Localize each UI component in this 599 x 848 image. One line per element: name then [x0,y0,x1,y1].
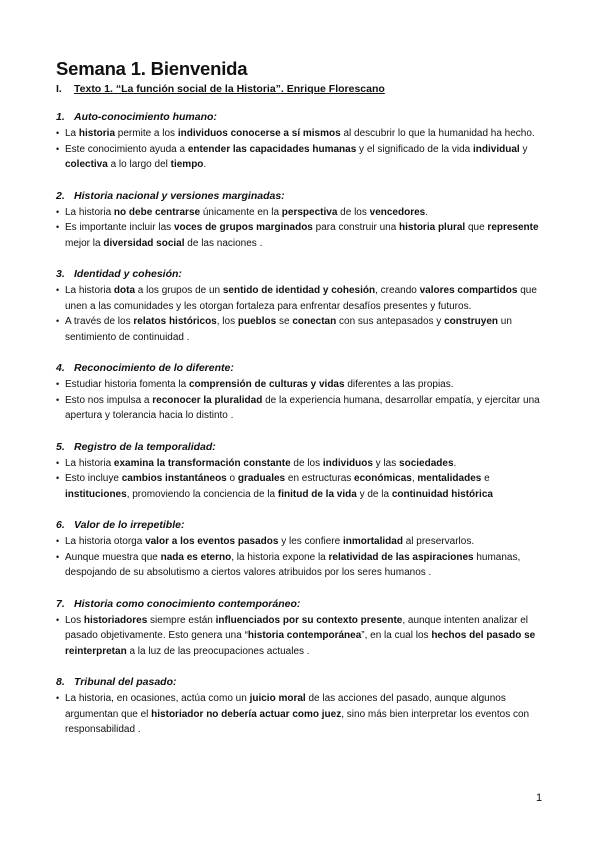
bullet-list [56,205,546,252]
bullet-item [56,393,546,424]
bold-text: voces de grupos marginados [173,222,313,233]
bullet-list [56,534,546,581]
bold-text: entender las capacidades humanas [187,143,357,155]
text-run: y les confiere [278,536,343,547]
bold-text: individuos conocerse a sí mismos [177,128,341,139]
bold-text: relatos históricos [133,316,217,327]
text-run: , aunque intenten analizar el pasado objetivamente. Esto genera una “ [65,614,528,641]
bold-text: examina la transformación constante [113,457,291,469]
text-run: mejor la [65,237,104,249]
text-run: e [481,473,490,484]
bold-text: valores compartidos [419,285,518,296]
bullet-list [56,377,546,424]
bold-text: historia contemporánea [247,630,362,641]
section-number: 8. [56,676,65,688]
text-run: . [453,457,457,469]
section [56,597,546,660]
section [56,189,546,252]
text-run: . [203,159,207,170]
bold-text: colectiva [65,159,108,170]
section-heading [56,597,546,611]
bold-text: pueblos [237,316,277,327]
bullet-item [56,471,546,502]
text-run: para construir una [312,222,400,233]
text-run: La historia, en ocasiones, actúa como un [65,693,250,704]
bold-text: individuos [322,457,373,469]
bold-text: historia [78,128,116,139]
bold-text: historiador [151,708,204,720]
bold-text: hechos del pasado se reinterpretan [65,630,536,657]
section-heading [56,267,546,281]
text-run: siempre están [147,614,216,626]
text-run: y las [372,457,400,469]
text-run: de las acciones del pasado, aunque algunos argumentan que el [65,693,506,720]
bold-text: individual [473,143,520,155]
bullet-item [56,550,546,581]
section-heading-text: Historia como conocimiento contemporáneo: [74,597,301,610]
text-run: humanas, despojando de su absolutismo a ciertos valores atribuidos por los seres humanos . [65,551,521,578]
section-number: 5. [56,440,65,453]
bullet-item [56,205,546,221]
bold-text: mentalidades [417,473,482,484]
text-run: A través de los [65,316,134,327]
subtitle-text: Texto 1. “La función social de la Historia”. Enrique Florescano [74,83,385,95]
bullet-item [56,613,546,660]
bold-text: sociedades [399,457,454,469]
text-run: Aunque muestra que [65,551,161,563]
section [56,361,546,424]
section [56,110,546,173]
bold-text: historiadores [83,614,148,626]
section [56,518,546,581]
bold-text: tiempo [170,159,204,170]
section-heading [56,361,546,375]
section-number: 7. [56,597,65,610]
text-run: se [276,316,293,327]
text-run: Esto nos impulsa a [65,394,153,406]
bold-text: no debería actuar como juez [206,708,342,720]
text-run: a la luz de las preocupaciones actuales . [126,645,310,657]
section-heading [56,518,546,532]
text-run: , creando [375,285,420,296]
section-heading-text: Registro de la temporalidad: [74,440,216,453]
bullet-list [56,456,546,503]
bold-text: comprensión de culturas y vidas [188,379,345,390]
section-number: 3. [56,268,65,280]
text-run: al descubrir lo que la humanidad ha hecho. [340,128,535,139]
bullet-item [56,534,546,550]
bullet-item [56,142,546,173]
bullet-list [56,613,546,660]
bullet-item [56,126,546,142]
bold-text: vencedores [369,206,426,218]
bullet-list [56,283,546,345]
section-heading-text: Valor de lo irrepetible: [74,519,185,531]
subtitle-numeral: I. [56,83,62,95]
bold-text: reconocer la pluralidad [152,394,263,406]
section-heading [56,675,546,689]
bold-text: relatividad de las aspiraciones [328,551,474,563]
section-number: 4. [56,362,65,374]
text-run: a los grupos de un [135,285,223,296]
text-run: de la experiencia humana, desarrollar empatía, y ejercitar una apertura y tolerancia hacia lo distinto . [65,394,540,421]
text-run: La [65,128,79,139]
document-subtitle [56,82,546,96]
text-run: de los [337,206,370,218]
bold-text: dota [113,285,136,296]
bold-text: valor a los eventos pasados [145,536,279,547]
bold-text: historia plural [399,222,466,233]
text-run: que unen a las comunidades y les otorgan fortaleza para enfrentar desafíos presentes y futuros. [65,285,537,312]
text-run: La historia [65,285,114,296]
section-heading [56,440,546,454]
bold-text: económicas [354,473,412,484]
text-run: de los [290,457,323,469]
section [56,675,546,738]
text-run: Es importante incluir las [65,222,174,233]
text-run: , [411,473,418,484]
section-number: 2. [56,189,65,202]
text-run: permite a los [115,128,178,139]
bold-text: juicio moral [249,693,306,704]
text-run: , los [216,316,238,327]
bullet-item [56,377,546,393]
bold-text: influenciados por su contexto presente [215,614,403,626]
bold-text: diversidad social [103,237,185,249]
bullet-item [56,691,546,738]
text-run: La historia otorga [65,536,146,547]
bullet-item [56,220,546,251]
section-number: 6. [56,519,65,531]
section-heading-text: Tribunal del pasado: [74,676,177,688]
text-run: Los [65,614,84,626]
bold-text: graduales [237,473,286,484]
bold-text: finitud de la vida [277,488,357,500]
text-run: y [519,143,528,155]
document-page [56,58,546,738]
text-run: o [226,473,238,484]
bold-text: construyen [444,316,498,327]
bullet-item [56,456,546,472]
section-heading-text: Auto-conocimiento humano: [74,111,217,123]
bullet-list [56,126,546,173]
text-run: ”, en la cual los [361,630,432,641]
bold-text: sentido de identidad y cohesión [222,285,376,296]
sections-container [56,110,546,738]
text-run: Estudiar historia fomenta la [65,379,189,390]
text-run: un sentimiento de continuidad . [65,316,512,343]
page-number: 1 [536,792,543,804]
page-title: Semana 1. Bienvenida [56,58,248,79]
text-run: . [425,206,429,218]
bold-text: instituciones [65,488,127,500]
section-heading-text: Identidad y cohesión: [74,268,182,280]
section-heading [56,110,546,124]
bold-text: continuidad histórica [391,488,493,500]
text-run: al preservarlos. [402,536,475,547]
section [56,267,546,345]
bold-text: conectan [292,316,337,327]
text-run: Este conocimiento ayuda a [65,143,188,155]
bold-text: nada es eterno [160,551,232,563]
bold-text: represente [487,222,539,233]
section-number: 1. [56,111,65,123]
text-run: únicamente en la [200,206,282,218]
text-run: , sino más bien interpretar los eventos con responsabilidad . [65,708,530,735]
bullet-item [56,314,546,345]
text-run: que [465,222,488,233]
section [56,440,546,503]
text-run: , la historia expone la [231,551,329,563]
text-run: Esto incluye [65,473,122,484]
bold-text: cambios instantáneos [121,473,227,484]
bold-text: perspectiva [281,206,338,218]
bold-text: inmortalidad [342,536,403,547]
bullet-item [56,283,546,314]
text-run: La historia [65,206,114,218]
text-run: y el significado de la vida [356,143,473,155]
section-heading [56,189,546,203]
text-run: de las naciones . [184,237,263,249]
bold-text: no debe centrarse [113,206,201,218]
section-heading-text: Historia nacional y versiones marginadas: [74,189,285,202]
text-run: a lo largo del [107,159,171,170]
text-run: en estructuras [285,473,355,484]
text-run: con sus antepasados y [336,316,445,327]
text-run: La historia [65,457,114,469]
section-heading-text: Reconocimiento de lo diferente: [74,362,234,374]
text-run: diferentes a las propias. [344,379,454,390]
text-run: y de la [356,488,392,500]
bullet-list [56,691,546,738]
text-run: , promoviendo la conciencia de la [126,488,278,500]
